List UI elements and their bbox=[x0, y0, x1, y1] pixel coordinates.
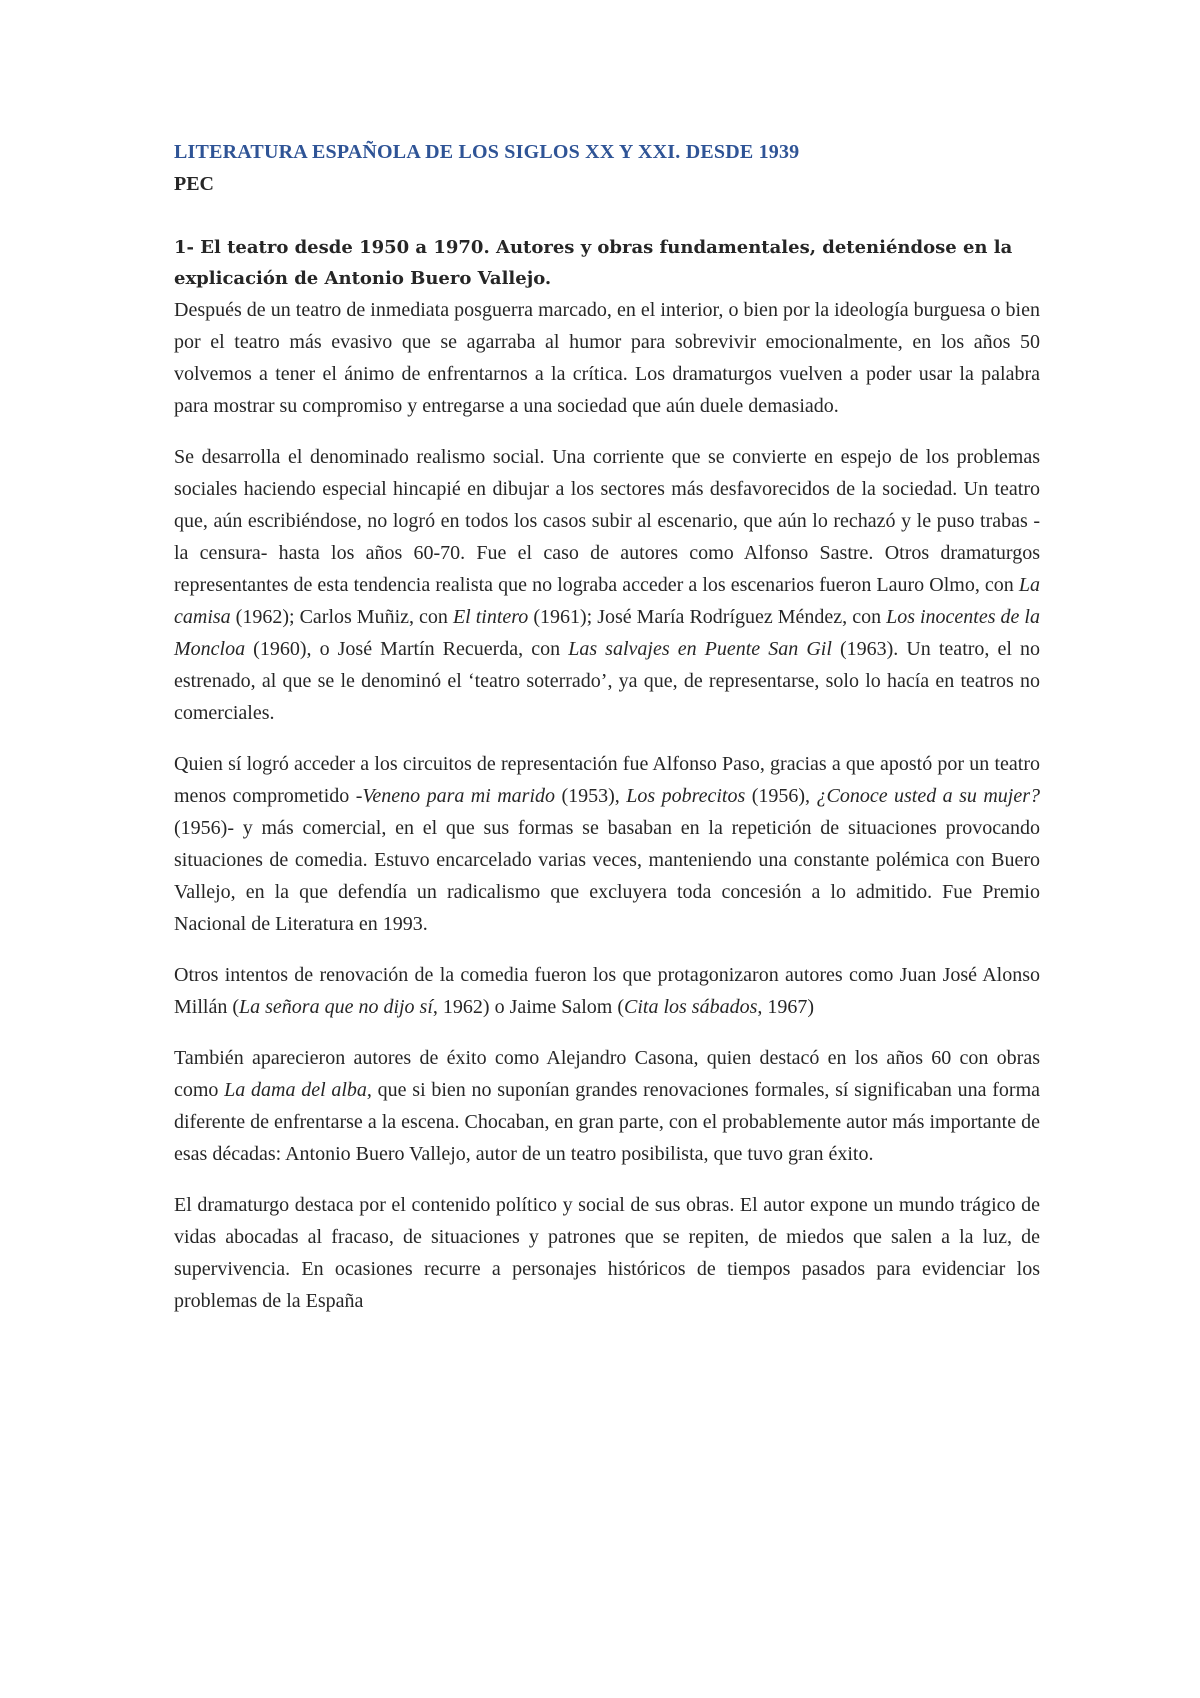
document-title: LITERATURA ESPAÑOLA DE LOS SIGLOS XX Y XXI. DESDE 1939 bbox=[174, 141, 800, 163]
work-title: El tintero bbox=[452, 606, 529, 628]
paragraph-5: También aparecieron autores de éxito como Alejandro Casona, quien destacó en los años 60 con obras como La dama del alba, que si bien no suponían grandes renovaciones formales, sí significaban una forma diferente de enfrentarse a la escena. Chocaban, en gran parte, con el probablemente autor más importante de esas décadas: Antonio Buero Vallejo, autor de un teatro posibilista, que tuvo gran éxito. bbox=[174, 1047, 1040, 1165]
paragraph-2: Se desarrolla el denominado realismo social. Una corriente que se convierte en espejo de los problemas sociales haciendo especial hincapié en dibujar a los sectores más desfavorecidos de la sociedad. Un teatro que, aún escribiéndose, no logró en todos los casos subir al escenario, que aún lo rechazó y le puso trabas -la censura- hasta los años 60-70. Fue el caso de autores como Alfonso Sastre. Otros dramaturgos representantes de esta tendencia realista que no lograba acceder a los escenarios fueron Lauro Olmo, con La camisa (1962); Carlos Muñiz, con El tintero (1961); José María Rodríguez Méndez, con Los inocentes de la Moncloa (1960), o José Martín Recuerda, con Las salvajes en Puente San Gil (1963). Un teatro, el no estrenado, al que se le denominó el ‘teatro soterrado’, ya que, de representarse, solo lo hacía en teatros no comerciales. bbox=[174, 446, 1040, 724]
work-title: Veneno para mi marido bbox=[362, 785, 556, 807]
section-heading: 1- El teatro desde 1950 a 1970. Autores y obras fundamentales, deteniéndose en la explicación de Antonio Buero Vallejo. bbox=[174, 237, 1013, 289]
paragraph-3: Quien sí logró acceder a los circuitos de representación fue Alfonso Paso, gracias a que apostó por un teatro menos comprometido -Veneno para mi marido (1953), Los pobrecitos (1956), ¿Conoce usted a su mujer? (1956)- y más comercial, en el que sus formas se basaban en la repetición de situaciones provocando situaciones de comedia. Estuvo encarcelado varias veces, manteniendo una constante polémica con Buero Vallejo, en la que defendía un radicalismo que excluyera toda concesión a lo admitido. Fue Premio Nacional de Literatura en 1993. bbox=[174, 753, 1040, 935]
document-subtitle: PEC bbox=[174, 173, 214, 195]
work-title: La dama del alba, bbox=[224, 1079, 372, 1101]
work-title: Las salvajes en Puente San Gil bbox=[568, 638, 832, 660]
document-body bbox=[174, 138, 1040, 1317]
work-title: ¿Conoce usted a su mujer? bbox=[816, 785, 1040, 807]
work-title: La camisa bbox=[174, 574, 1040, 628]
work-title: La señora que no dijo sí bbox=[239, 996, 433, 1018]
work-title: Cita los sábados bbox=[624, 996, 758, 1018]
paragraph-6: El dramaturgo destaca por el contenido político y social de sus obras. El autor expone un mundo trágico de vidas abocadas al fracaso, de situaciones y patrones que se repiten, de miedos que salen a la luz, de supervivencia. En ocasiones recurre a personajes históricos de tiempos pasados para evidenciar los problemas de la España bbox=[174, 1194, 1040, 1312]
work-title: Los inocentes de la Moncloa bbox=[174, 606, 1040, 660]
work-title: Los pobrecitos bbox=[626, 785, 746, 807]
paragraph-4: Otros intentos de renovación de la comedia fueron los que protagonizaron autores como Juan José Alonso Millán (La señora que no dijo sí, 1962) o Jaime Salom (Cita los sábados, 1967) bbox=[174, 964, 1040, 1018]
paragraph-1: Después de un teatro de inmediata posguerra marcado, en el interior, o bien por la ideología burguesa o bien por el teatro más evasivo que se agarraba al humor para sobrevivir emocionalmente, en los años 50 volvemos a tener el ánimo de enfrentarnos a la crítica. Los dramaturgos vuelven a poder usar la palabra para mostrar su compromiso y entregarse a una sociedad que aún duele demasiado. bbox=[174, 299, 1040, 417]
